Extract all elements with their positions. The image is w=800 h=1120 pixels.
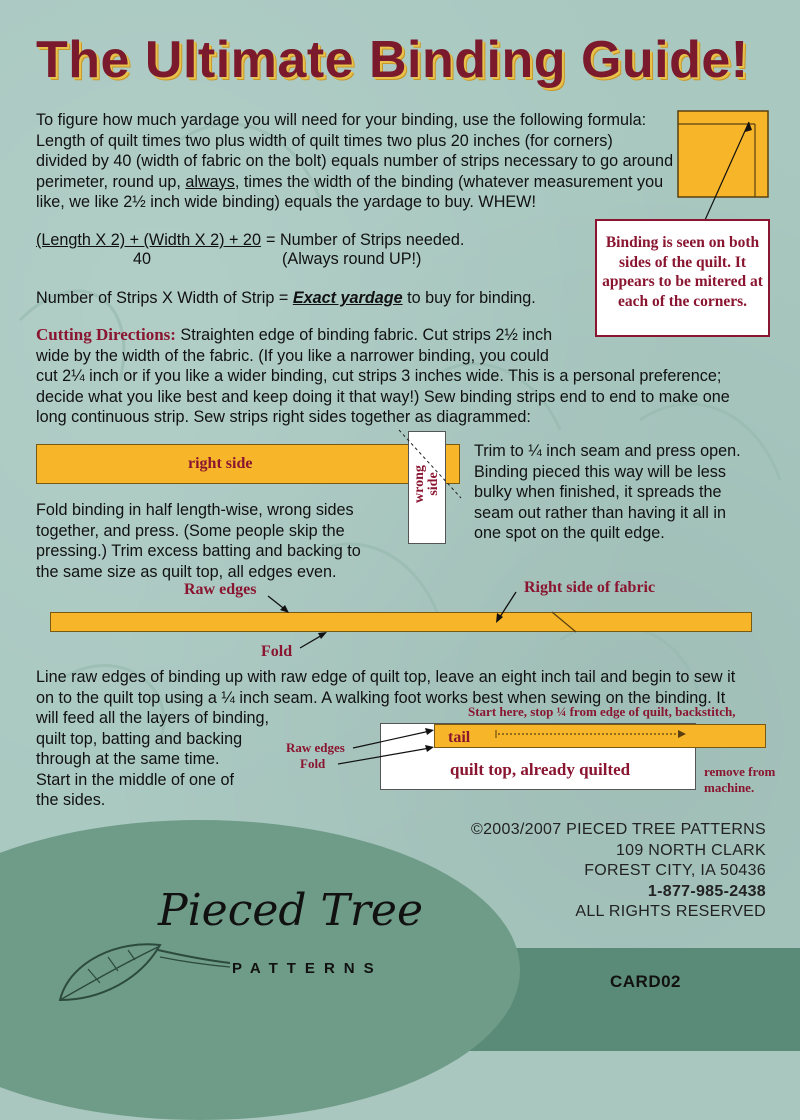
brand-name: Pieced Tree [158, 885, 424, 936]
page-title: The Ultimate Binding Guide! [36, 31, 749, 89]
address-street: 109 NORTH CLARK [615, 841, 766, 859]
formula-denominator: 40 [133, 250, 152, 268]
sew-line-4: quilt top, batting and backing [36, 729, 243, 748]
binding-callout-box: Binding is seen on both sides of the quilt. It appears to be mitered at each of the corners. [595, 219, 770, 337]
exact-yardage-emphasis: Exact yardage [292, 289, 403, 307]
fold-line-3: pressing.) Trim excess batting and backing to [36, 542, 361, 560]
quilt-raw-edges-label: Raw edges [286, 740, 345, 755]
fold-diagram-arrows [0, 580, 800, 660]
right-side-label: right side [188, 455, 253, 472]
mitered-corner-diagram [675, 108, 771, 223]
address-city: FOREST CITY, IA 50436 [584, 862, 766, 880]
intro-line-5: like, we like 2½ inch wide binding) equals the yardage to buy. WHEW! [36, 193, 536, 211]
fold-line-4: the same size as quilt top, all edges even. [36, 562, 337, 581]
fold-line-2: together, and press. (Some people skip the [36, 521, 345, 540]
formula-note: (Always round UP!) [282, 250, 422, 268]
brand-subtitle: PATTERNS [232, 960, 383, 977]
cutting-line-2: wide by the width of the fabric. (If you like a narrower binding, you could [36, 346, 549, 365]
raw-edges-label: Raw edges [184, 581, 257, 598]
trim-line-3: bulky when finished, it spreads the [474, 483, 722, 501]
sew-line-1: Line raw edges of binding up with raw edge of quilt top, leave an eight inch tail and begin to sew it [36, 668, 736, 686]
formula-result: = Number of Strips needed. [266, 231, 465, 249]
right-side-fabric-label: Right side of fabric [524, 579, 656, 596]
rights-reserved: ALL RIGHTS RESERVED [575, 903, 766, 921]
wrong-side-label: wrong side [412, 465, 441, 503]
yardage-line: Number of Strips X Width of Strip = Exact yardage to buy for binding. [36, 289, 536, 307]
trim-line-4: seam out rather than having it all in [474, 503, 726, 522]
cutting-line-4: decide what you like best and keep doing it that way!) Sew binding strips end to end to make one [36, 387, 730, 406]
intro-line-1: To figure how much yardage you will need for your binding, use the following formula: [36, 111, 647, 129]
intro-line-3: divided by 40 (width of fabric on the bolt) equals number of strips necessary to go around [36, 152, 674, 170]
remove-from-machine-label: remove from machine. [704, 764, 776, 795]
sew-line-2: on to the quilt top using a ¼ inch seam. A walking foot works best when sewing on the binding. It [36, 688, 726, 707]
trim-line-2: Binding pieced this way will be less [474, 462, 726, 481]
fold-line-1: Fold binding in half length-wise, wrong sides [36, 501, 354, 519]
phone-number: 1-877-985-2438 [647, 882, 766, 900]
intro-line-4: perimeter, round up, always, times the width of the binding (whatever measurement you [36, 172, 664, 191]
copyright-line: ©2003/2007 PIECED TREE PATTERNS [471, 821, 766, 838]
sew-line-3: will feed all the layers of binding, [36, 709, 270, 727]
tail-label: tail [448, 729, 471, 746]
intro-line-2: Length of quilt times two plus width of quilt times two plus 20 inches (for corners) [36, 131, 613, 150]
trim-line-5: one spot on the quilt edge. [474, 524, 665, 542]
sew-line-7: the sides. [36, 791, 106, 809]
fold-label: Fold [261, 643, 293, 660]
sew-line-5: through at the same time. [36, 750, 220, 768]
card-code: CARD02 [610, 972, 682, 991]
quilt-top-label: quilt top, already quilted [450, 760, 631, 779]
trim-line-1: Trim to ¼ inch seam and press open. [474, 442, 741, 460]
sew-line-6: Start in the middle of one of [36, 770, 234, 789]
seam-line-diagonal [395, 428, 465, 500]
cutting-line-1: Cutting Directions: Straighten edge of binding fabric. Cut strips 2½ inch [36, 325, 553, 344]
cutting-line-5: long continuous strip. Sew strips right sides together as diagrammed: [36, 408, 531, 426]
cutting-line-3: cut 2¼ inch or if you like a wider binding, cut strips 3 inches wide. This is a personal preference; [36, 367, 722, 385]
formula-numerator: (Length X 2) + (Width X 2) + 20 [36, 231, 261, 249]
copyright-block [471, 820, 766, 923]
quilt-fold-label: Fold [300, 756, 326, 771]
always-emphasis: always [185, 172, 235, 191]
cutting-heading: Cutting Directions: [36, 325, 176, 344]
start-here-label: Start here, stop ¼ from edge of quilt, backstitch, [468, 704, 736, 719]
